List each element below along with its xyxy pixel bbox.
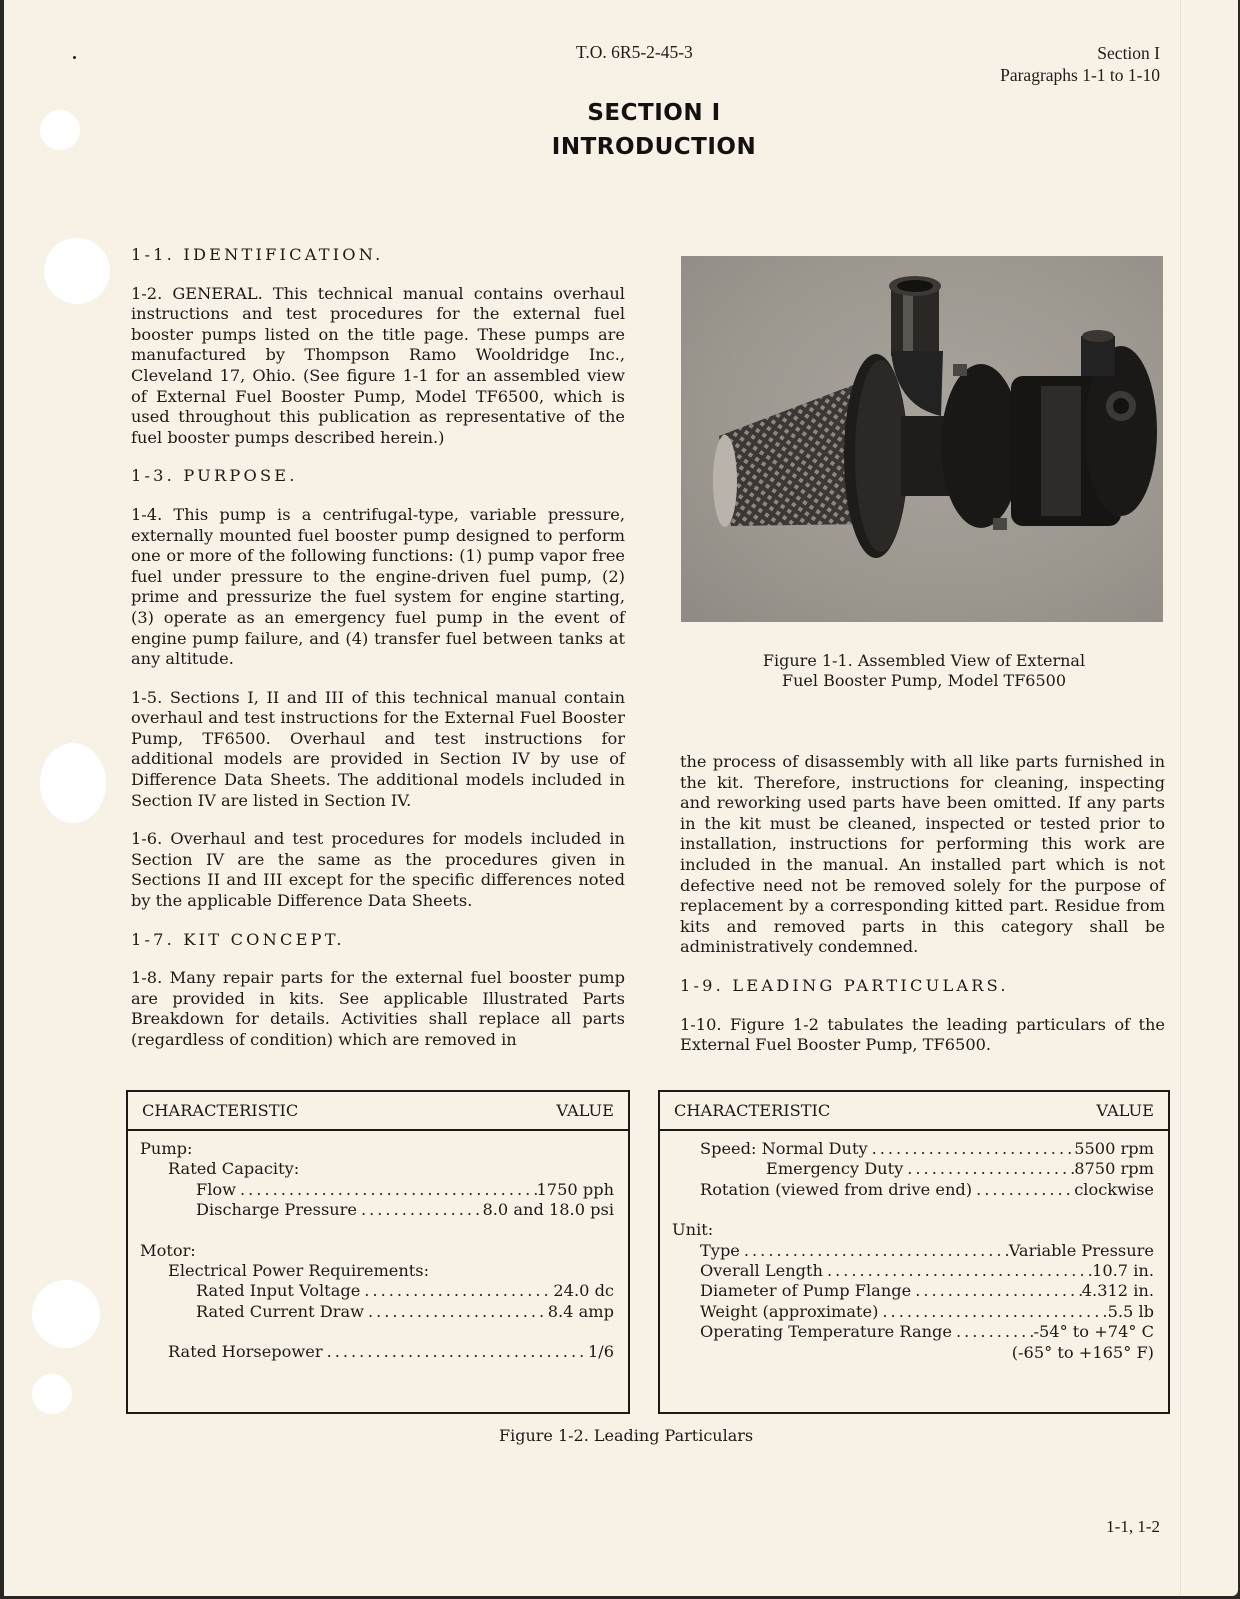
heading-purpose: 1-3. PURPOSE. (131, 466, 298, 486)
overall-length-label: Overall Length (700, 1261, 823, 1281)
speed-emergency-value: 8750 rpm (1074, 1159, 1154, 1179)
paragraph-purpose: 1-4. This pump is a centrifugal-type, variable pressure, externally mounted fuel booster pump designed to perform one or more of the following functions: (1) pump vapor free fuel under pressure to the engine-driven fuel pump, (2) prime and pressurize the fuel system for engine starting, (3) operate as an emergency fuel pump in the event of engine pump failure, and (4) transfer fuel between tanks at any altitude. (131, 504, 625, 669)
flow-label: Flow (196, 1179, 237, 1199)
paragraph-kit-concept: 1-8. Many repair parts for the external fuel booster pump are provided in kits. See applicable Illustrated Parts Breakdown for details. Activities shall replace all parts (regardless of condition) which are removed in (131, 968, 625, 1049)
manual-page (4, 0, 1238, 1596)
paragraph-sections-overview: 1-5. Sections I, II and III of this technical manual contain overhaul and test instructions for the External Fuel Booster Pump, TF6500. Overhaul and test instructions for additional models are provided in Section IV by use of Difference Data Sheets. The additional models included in Section IV are listed in Section IV. (131, 687, 625, 810)
binder-hole (32, 1374, 72, 1414)
table-row (672, 1281, 1154, 1301)
group-label-motor: Motor: (140, 1240, 196, 1260)
paragraph-general: 1-2. GENERAL. This technical manual contains overhaul instructions and test procedures for the external fuel booster pumps listed on the title page. These pumps are manufactured by Thompson Ramo Wooldridge Inc., Cleveland 17, Ohio. (See figure 1-1 for an assembled view of External Fuel Booster Pump, Model TF6500, which is used throughout this publication as representative of the fuel booster pumps described herein.) (131, 283, 625, 447)
discharge-pressure-label: Discharge Pressure (196, 1200, 357, 1220)
temperature-range-celsius: -54° to +74° C (1033, 1322, 1154, 1342)
table-row (140, 1281, 614, 1301)
leader-dots (357, 1200, 482, 1220)
leader-dots (364, 1302, 548, 1322)
leader-dots (911, 1281, 1082, 1301)
pump-photograph (681, 256, 1163, 622)
scan-dot (73, 56, 76, 59)
header-paragraph-range: Paragraphs 1-1 to 1-10 (1000, 65, 1160, 85)
leader-dots (236, 1180, 536, 1200)
table-body (660, 1131, 1168, 1363)
leader-dots (360, 1281, 553, 1301)
group-label-pump: Pump: (140, 1139, 193, 1158)
temperature-range-label: Operating Temperature Range (700, 1322, 952, 1342)
leader-dots (952, 1322, 1034, 1342)
paragraph-section-iv-procedures: 1-6. Overhaul and test procedures for models included in Section IV are the same as the procedures given in Sections II and III except for the specific differences noted by the applicable Difference Data Sheets. (131, 829, 625, 911)
table-row (140, 1139, 614, 1159)
column-header-value: VALUE (556, 1100, 614, 1120)
flange-diameter-label: Diameter of Pump Flange (700, 1281, 912, 1301)
column-header-characteristic: CHARACTERISTIC (674, 1100, 831, 1120)
table-header (128, 1092, 628, 1131)
heading-identification: 1-1. IDENTIFICATION. (131, 245, 384, 264)
temperature-range-fahrenheit: (-65° to +165° F) (1011, 1342, 1154, 1362)
figure-1-2-caption: Figure 1-2. Leading Particulars (499, 1426, 754, 1445)
speed-normal-value: 5500 rpm (1074, 1139, 1154, 1158)
weight-label: Weight (approximate) (700, 1301, 879, 1321)
binder-hole (40, 743, 106, 823)
table-row (672, 1180, 1154, 1200)
table-row (140, 1342, 614, 1362)
page-number: 1-1, 1-2 (1106, 1517, 1160, 1536)
column-header-value: VALUE (1096, 1100, 1154, 1120)
horsepower-value: 1/6 (587, 1342, 614, 1362)
table-row (140, 1180, 614, 1200)
subgroup-label-electrical-power: Electrical Power Requirements: (168, 1261, 430, 1281)
paragraph-leading-particulars: 1-10. Figure 1-2 tabulates the leading particulars of the External Fuel Booster Pump, TF6500. (680, 1014, 1165, 1055)
leader-dots (972, 1180, 1074, 1200)
section-number-title: SECTION I (587, 100, 721, 126)
heading-leading-particulars: 1-9. LEADING PARTICULARS. (680, 975, 1009, 995)
weight-value: 5.5 lb (1107, 1301, 1154, 1321)
header-section-label: Section I (1097, 43, 1160, 63)
leader-dots (740, 1241, 1009, 1261)
speed-normal-label: Speed: Normal Duty (700, 1139, 868, 1158)
heading-kit-concept: 1-7. KIT CONCEPT. (131, 929, 345, 949)
technical-order-number: T.O. 6R5-2-45-3 (576, 42, 693, 62)
rotation-label: Rotation (viewed from drive end) (700, 1179, 973, 1199)
leading-particulars-table-right (658, 1090, 1170, 1414)
header-section-info (1000, 42, 1160, 86)
table-row (140, 1241, 614, 1261)
type-value: Variable Pressure (1008, 1240, 1154, 1260)
binder-hole (44, 238, 110, 304)
binder-hole (32, 1280, 100, 1348)
current-draw-value: 8.4 amp (547, 1301, 614, 1321)
leader-dots (868, 1139, 1075, 1159)
section-name-title: INTRODUCTION (551, 134, 757, 160)
speed-emergency-label: Emergency Duty (766, 1159, 904, 1179)
leader-dots (323, 1342, 588, 1362)
left-text-column (131, 245, 625, 1069)
table-row (672, 1220, 1154, 1240)
table-row (672, 1241, 1154, 1261)
table-row (140, 1261, 614, 1281)
table-row (140, 1200, 614, 1220)
table-row (672, 1322, 1154, 1342)
rotation-value: clockwise (1074, 1179, 1154, 1199)
scan-edge-line (1180, 0, 1181, 1596)
figure-1-1-caption (684, 651, 1164, 691)
figure-1-1-caption-line1: Figure 1-1. Assembled View of External (762, 651, 1086, 670)
type-label: Type (700, 1240, 740, 1260)
table-row (672, 1159, 1154, 1179)
table-row (672, 1139, 1154, 1159)
leader-dots (878, 1302, 1107, 1322)
horsepower-label: Rated Horsepower (168, 1342, 323, 1362)
group-label-unit: Unit: (672, 1220, 714, 1240)
input-voltage-value: 24.0 dc (553, 1281, 614, 1301)
table-header (660, 1092, 1168, 1131)
subgroup-label-rated-capacity: Rated Capacity: (168, 1159, 300, 1179)
figure-1-1-caption-line2: Fuel Booster Pump, Model TF6500 (781, 671, 1067, 690)
table-row (140, 1159, 614, 1179)
paragraph-kit-concept-continued: the process of disassembly with all like parts furnished in the kit. Therefore, instructions for cleaning, inspecting and reworking used parts have been omitted. If any parts in the kit must be cleaned, inspected or tested prior to installation, instructions for performing this work are included in the manual. An installed part which is not defective need not be removed solely for the purpose of replacement by a corresponding kitted part. Residue from kits and removed parts in this category shall be administratively condemned. (680, 752, 1165, 957)
fuel-booster-pump-image (681, 256, 1163, 622)
flow-value: 1750 pph (536, 1179, 614, 1199)
leading-particulars-table-left (126, 1090, 630, 1414)
current-draw-label: Rated Current Draw (196, 1301, 364, 1321)
flange-diameter-value: 4.312 in. (1081, 1281, 1154, 1301)
table-row (140, 1302, 614, 1322)
leader-dots (903, 1159, 1074, 1179)
table-body (128, 1131, 628, 1363)
discharge-pressure-value: 8.0 and 18.0 psi (482, 1200, 614, 1220)
right-text-column (680, 752, 1165, 1074)
overall-length-value: 10.7 in. (1092, 1261, 1154, 1281)
input-voltage-label: Rated Input Voltage (196, 1281, 361, 1301)
table-row (672, 1302, 1154, 1322)
leader-dots (823, 1261, 1092, 1281)
table-row (672, 1343, 1154, 1363)
table-row (672, 1261, 1154, 1281)
column-header-characteristic: CHARACTERISTIC (142, 1100, 299, 1120)
